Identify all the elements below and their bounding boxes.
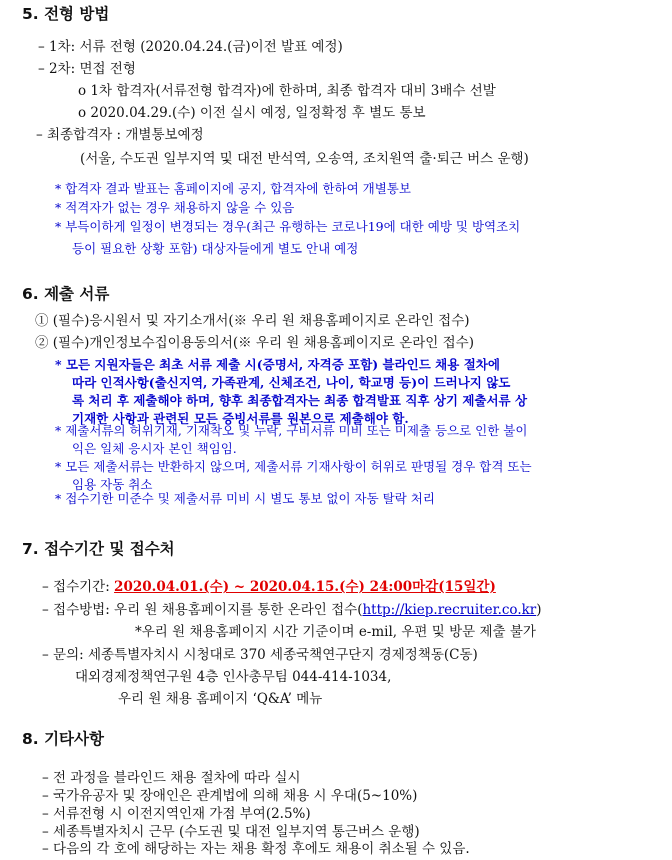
s5-final: – 최종합격자 : 개별통보예정	[36, 127, 204, 143]
s5-round2-detail-1: o 1차 합격자(서류전형 합격자)에 한하며, 최종 합격자 대비 3배수 선발	[78, 83, 496, 99]
s8-item-3: – 서류전형 시 이전지역인재 가점 부여(2.5%)	[42, 806, 311, 822]
s6-note-5b: 임용 자동 취소	[72, 477, 153, 492]
s7-period-label: – 접수기간:	[42, 579, 115, 595]
section-8-heading: 8. 기타사항	[22, 730, 104, 748]
s6-bold-note-1: * 모든 지원자들은 최초 서류 제출 시(증명서, 자격증 포함) 블라인드 채용 절차에	[55, 357, 500, 372]
s5-round1: – 1차: 서류 전형 (2020.04.24.(금)이전 발표 예정)	[38, 39, 343, 55]
section-7-heading: 7. 접수기간 및 접수처	[22, 540, 175, 558]
s6-note-5a: * 모든 제출서류는 반환하지 않으며, 제출서류 기재사항이 허위로 판명될 경우 합격 또는	[55, 459, 532, 474]
section-6-heading: 6. 제출 서류	[22, 285, 110, 303]
s7-contact-2: 대외경제정책연구원 4층 인사총무팀 044-414-1034,	[75, 669, 392, 685]
s7-method-note: *우리 원 채용홈페이지 시간 기준이며 e-mil, 우편 및 방문 제출 불가	[135, 624, 536, 640]
s6-bold-note-2: 따라 인적사항(출신지역, 가족관계, 신체조건, 나이, 학교명 등)이 드러나지 않도	[72, 375, 511, 390]
s5-note-3b: 등이 필요한 상황 포함) 대상자들에게 별도 안내 예정	[72, 241, 359, 256]
s7-contact-1: – 문의: 세종특별자치시 시청대로 370 세종국책연구단지 경제정책동(C동)	[42, 647, 478, 663]
s6-bold-note-4: 기재한 사항과 관련된 모든 증빙서류를 원본으로 제출해야 함.	[72, 411, 409, 426]
s5-round2: – 2차: 면접 전형	[38, 61, 136, 77]
s5-note-1: * 합격자 결과 발표는 홈페이지에 공지, 합격자에 한하여 개별통보	[55, 181, 411, 196]
s6-bold-note-3: 록 처리 후 제출해야 하며, 향후 최종합격자는 최종 합격발표 직후 상기 제출서류 상	[72, 393, 528, 408]
s7-contact-3: 우리 원 채용 홈페이지 ‘Q&A’ 메뉴	[118, 691, 323, 707]
s5-bus-note: (서울, 수도권 일부지역 및 대전 반석역, 오송역, 조치원역 출·퇴근 버스 운행)	[80, 151, 529, 167]
s7-period	[42, 578, 496, 596]
section-5-heading: 5. 전형 방법	[22, 5, 110, 23]
s7-method-label: – 접수방법: 우리 원 채용홈페이지를 통한 온라인 접수(	[42, 602, 363, 618]
s6-doc-1: ① (필수)응시원서 및 자기소개서(※ 우리 원 채용홈페이지로 온라인 접수)	[35, 313, 470, 329]
s8-item-1: – 전 과정을 블라인드 채용 절차에 따라 실시	[42, 770, 301, 786]
s8-item-4: – 세종특별자치시 근무 (수도권 및 대전 일부지역 통근버스 운행)	[42, 824, 420, 840]
s6-note-4b: 익은 일체 응시자 본인 책임임.	[72, 441, 237, 456]
s5-round2-detail-2: o 2020.04.29.(수) 이전 실시 예정, 일정확정 후 별도 통보	[78, 105, 426, 121]
s6-doc-2: ② (필수)개인정보수집이용동의서(※ 우리 원 채용홈페이지로 온라인 접수)	[35, 335, 474, 351]
s5-note-3a: * 부득이하게 일정이 변경되는 경우(최근 유행하는 코로나19에 대한 예방 및 방역조치	[55, 219, 521, 234]
s5-note-2: * 적격자가 없는 경우 채용하지 않을 수 있음	[55, 200, 295, 215]
s7-period-value: 2020.04.01.(수) ~ 2020.04.15.(수) 24:00마감(15일간)	[114, 579, 496, 595]
s8-item-2: – 국가유공자 및 장애인은 관계법에 의해 채용 시 우대(5~10%)	[42, 788, 418, 804]
s7-method	[42, 601, 542, 619]
s6-note-4a: * 제출서류의 허위기재, 기재착오 및 누락, 구비서류 미비 또는 미제출 등으로 인한 불이	[55, 423, 528, 438]
recruit-site-link[interactable]: http://kiep.recruiter.co.kr	[362, 602, 537, 618]
s8-item-5: – 다음의 각 호에 해당하는 자는 채용 확정 후에도 채용이 취소될 수 있음.	[42, 841, 470, 857]
s6-note-6: * 접수기한 미준수 및 제출서류 미비 시 별도 통보 없이 자동 탈락 처리	[55, 491, 435, 506]
s7-method-close: )	[536, 602, 542, 618]
